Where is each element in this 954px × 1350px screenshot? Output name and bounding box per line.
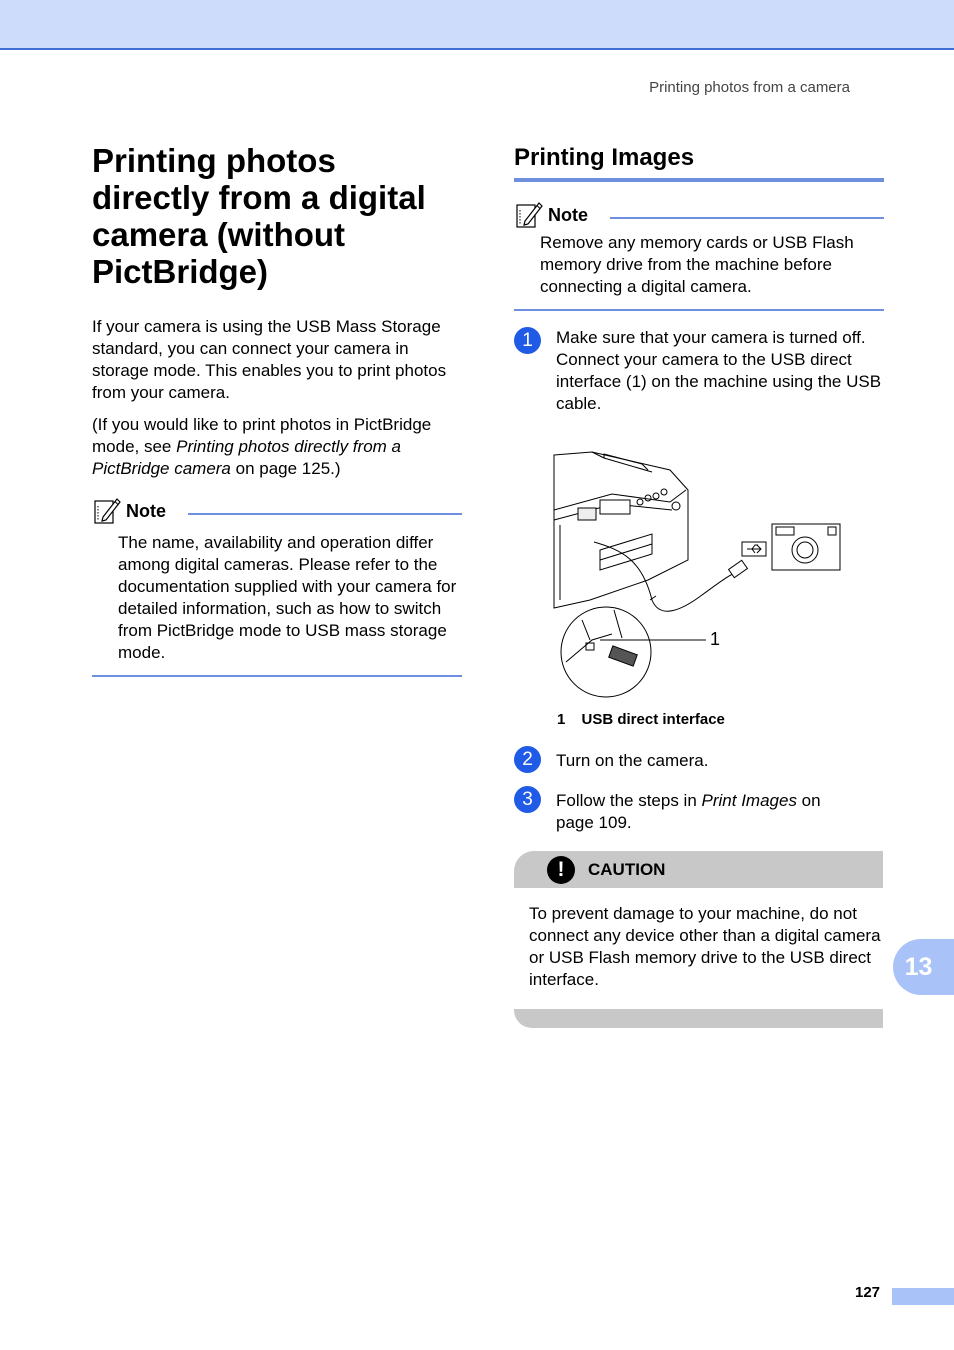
caution-header [514,851,883,888]
chapter-tab[interactable]: 13 [893,939,954,995]
caption-text: USB direct interface [581,711,725,728]
running-header: Printing photos from a camera [649,79,850,96]
exclamation-icon: ! [547,856,575,884]
step-text: Turn on the camera. [556,751,709,770]
page-title: Printing photos directly from a digital camera (without PictBridge) [92,142,426,290]
step-number-badge: 1 [514,327,541,354]
note-bottom-rule [514,309,884,311]
step-3-text-end: on page 109. [556,791,821,832]
top-header-band [0,0,954,50]
note-box-left [92,496,462,677]
note-pencil-icon [514,200,544,230]
left-column [92,142,462,677]
usb-port-detail-circle [561,607,651,697]
figure-caption [557,711,725,728]
printer-body [554,452,688,608]
note-bottom-rule [92,675,462,677]
pictbridge-paragraph-start: (If you would like to print photos in PictBridge mode, see [92,415,432,456]
note-box-right [514,200,884,311]
note-header [92,496,462,526]
step-1 [514,327,884,415]
note-text: Remove any memory cards or USB Flash memory drive from the machine before connecting a digital camera. [540,233,854,296]
caution-label: CAUTION [588,859,666,879]
step-3 [514,786,884,834]
step-2 [514,746,884,773]
figure-callout-number: 1 [710,629,721,649]
caution-bottom-bar [514,1009,883,1028]
page-number-tab [892,1288,954,1305]
page-number: 127 [855,1284,881,1301]
section-title-rule [514,178,884,182]
step-number-badge: 3 [514,786,541,813]
note-text: The name, availability and operation differ among digital cameras. Please refer to the documentation supplied with your camera for detailed information, such as how to switch from PictBridge mode to USB mass storage mode. [118,533,457,662]
note-rule [188,513,462,515]
pictbridge-paragraph [92,414,462,480]
note-pencil-icon [92,496,122,526]
pictbridge-cross-reference-link[interactable]: Printing photos directly from a PictBridge camera [92,437,401,478]
note-rule [610,217,884,219]
step-text [556,790,826,834]
step-3-text-start: Follow the steps in [556,791,702,810]
printer-control-panel [600,500,630,514]
note-label: Note [548,204,588,225]
caution-text: To prevent damage to your machine, do not connect any device other than a digital camera or USB Flash memory drive to the USB direct interface. [529,904,881,989]
caption-number: 1 [557,711,566,728]
step-number-badge: 2 [514,746,541,773]
intro-paragraph: If your camera is using the USB Mass Storage standard, you can connect your camera in storage mode. This enables you to print photos from your camera. [92,317,447,402]
section-title: Printing Images [514,144,695,171]
usb-connection-illustration [552,450,844,700]
step-text: Make sure that your camera is turned off. Connect your camera to the USB direct interface (1) on the machine using the USB cable. [556,328,882,413]
pictbridge-paragraph-end: on page 125.) [230,459,341,478]
print-images-cross-reference-link[interactable]: Print Images [701,791,797,810]
note-label: Note [126,500,166,521]
note-header [514,200,884,230]
right-column [514,142,884,415]
